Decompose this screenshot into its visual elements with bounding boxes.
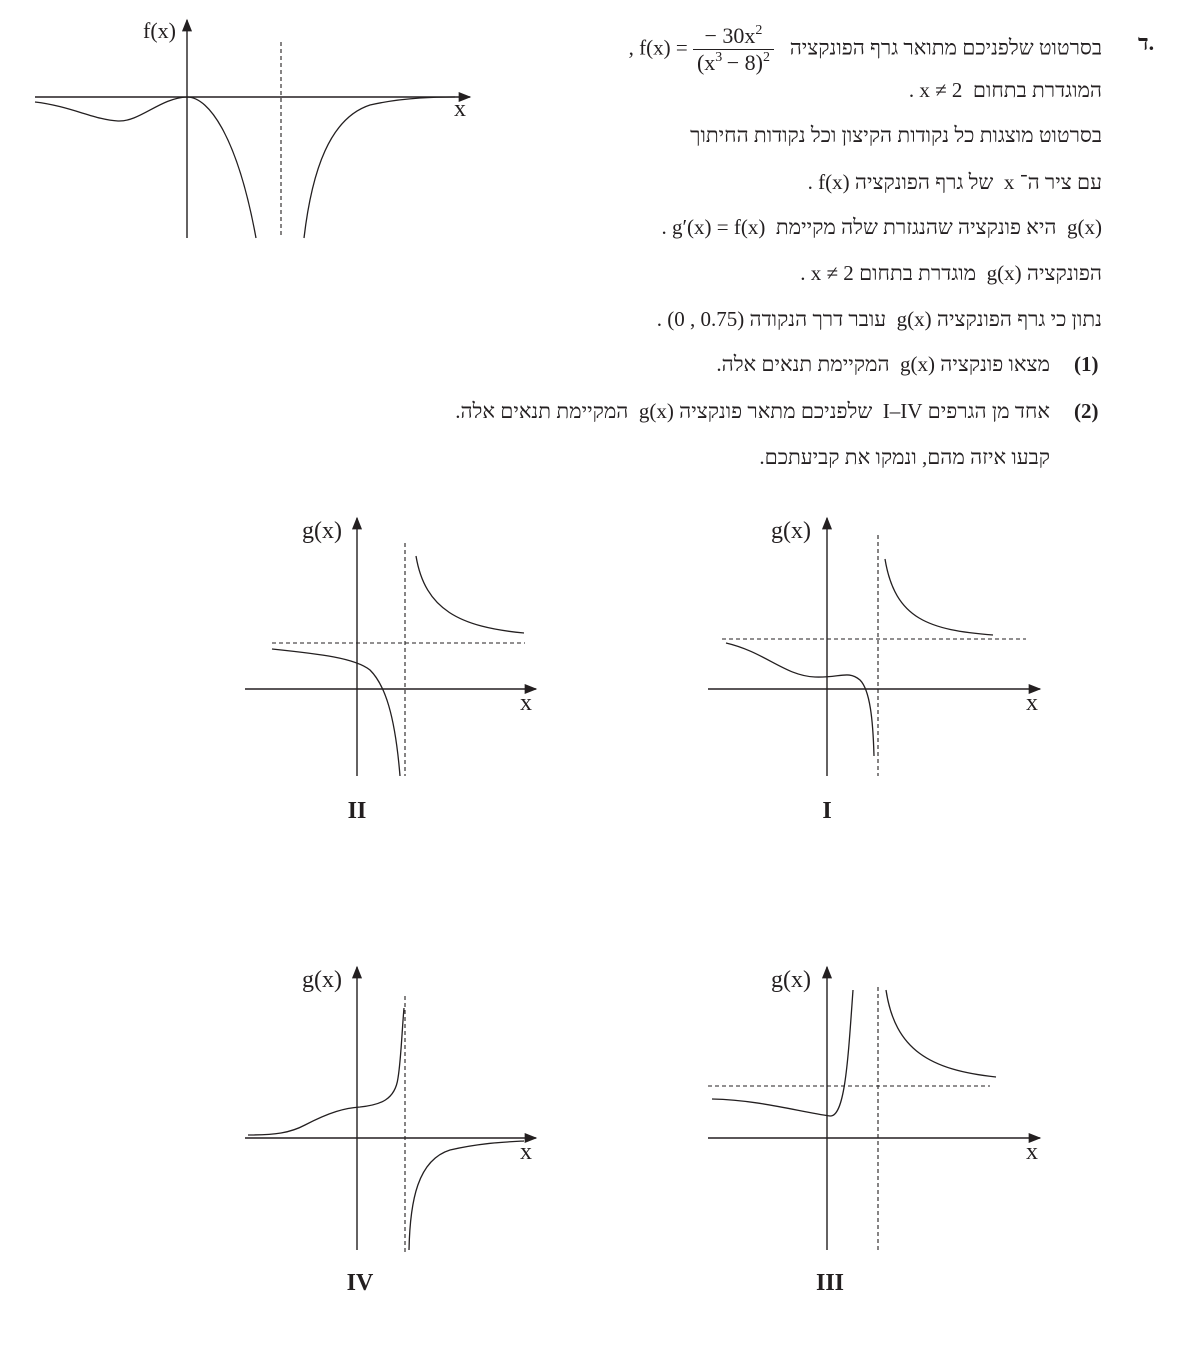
graph-I-x-label: x bbox=[1026, 690, 1038, 716]
graph-III-x-label: x bbox=[1026, 1139, 1038, 1165]
question-line-2: המוגדרת בתחום x ≠ 2 . bbox=[908, 78, 1102, 102]
graph-IV-x-label: x bbox=[520, 1139, 532, 1165]
question-number: ד. bbox=[1138, 30, 1155, 55]
graph-II-x-label: x bbox=[520, 690, 532, 716]
f-fraction: $\frac{- 30x^2}{(x^3 - 8)^2}$ bbox=[693, 24, 774, 75]
f-formula: f(x) = $\frac{- 30x^2}{(x^3 - 8)^2}$ bbox=[639, 24, 774, 75]
part-2-text-line-2: קבעו איזה מהם, ונמקו את קביעתכם. bbox=[759, 445, 1050, 469]
graph-I-y-label: g(x) bbox=[771, 518, 811, 544]
graph-IV-y-label: g(x) bbox=[302, 967, 342, 993]
question-line-5: g(x) היא פונקציה שהנגזרת שלה מקיימת g′(x) = f(x) . bbox=[661, 215, 1102, 239]
part-2-text: אחד מן הגרפים I–IV שלפניכם מתאר פונקציה g(x) המקיימת תנאים אלה. bbox=[455, 399, 1050, 423]
question-line-6: הפונקציה g(x) מוגדרת בתחום x ≠ 2 . bbox=[800, 261, 1102, 285]
part-1-number: (1) bbox=[1074, 352, 1099, 376]
f-y-label: f(x) bbox=[143, 18, 176, 43]
graph-I-label: I bbox=[822, 798, 832, 824]
part-1-text: מצאו פונקציה g(x) המקיימת תנאים אלה. bbox=[716, 352, 1050, 376]
question-line-7: נתון כי גרף הפונקציה g(x) עובר דרך הנקודה (0 , 0.75) . bbox=[656, 307, 1102, 331]
graph-IV-curve-right bbox=[409, 1141, 524, 1250]
graph-III-label: III bbox=[815, 1270, 845, 1296]
line1-text: בסרטוט שלפניכם מתואר גרף הפונקציה bbox=[789, 35, 1102, 60]
question-line-3: בסרטוט מוצגות כל נקודות הקיצון וכל נקודות החיתוך bbox=[690, 123, 1102, 147]
question-line-4: עם ציר ה־ x של גרף הפונקציה f(x) . bbox=[807, 170, 1102, 194]
graph-IV-curve-left bbox=[248, 1008, 404, 1135]
graph-II-y-label: g(x) bbox=[302, 518, 342, 544]
graph-III-y-label: g(x) bbox=[771, 967, 811, 993]
part-2-number: (2) bbox=[1074, 399, 1099, 423]
graph-IV-label: IV bbox=[346, 1270, 374, 1296]
graph-II-label: II bbox=[347, 798, 367, 824]
question-line-1: בסרטוט שלפניכם מתואר גרף הפונקציה f(x) = $\frac{- 30x^2}{(x^3 - 8)^2}$ , bbox=[628, 23, 1102, 75]
f-x-label: x bbox=[454, 96, 466, 122]
